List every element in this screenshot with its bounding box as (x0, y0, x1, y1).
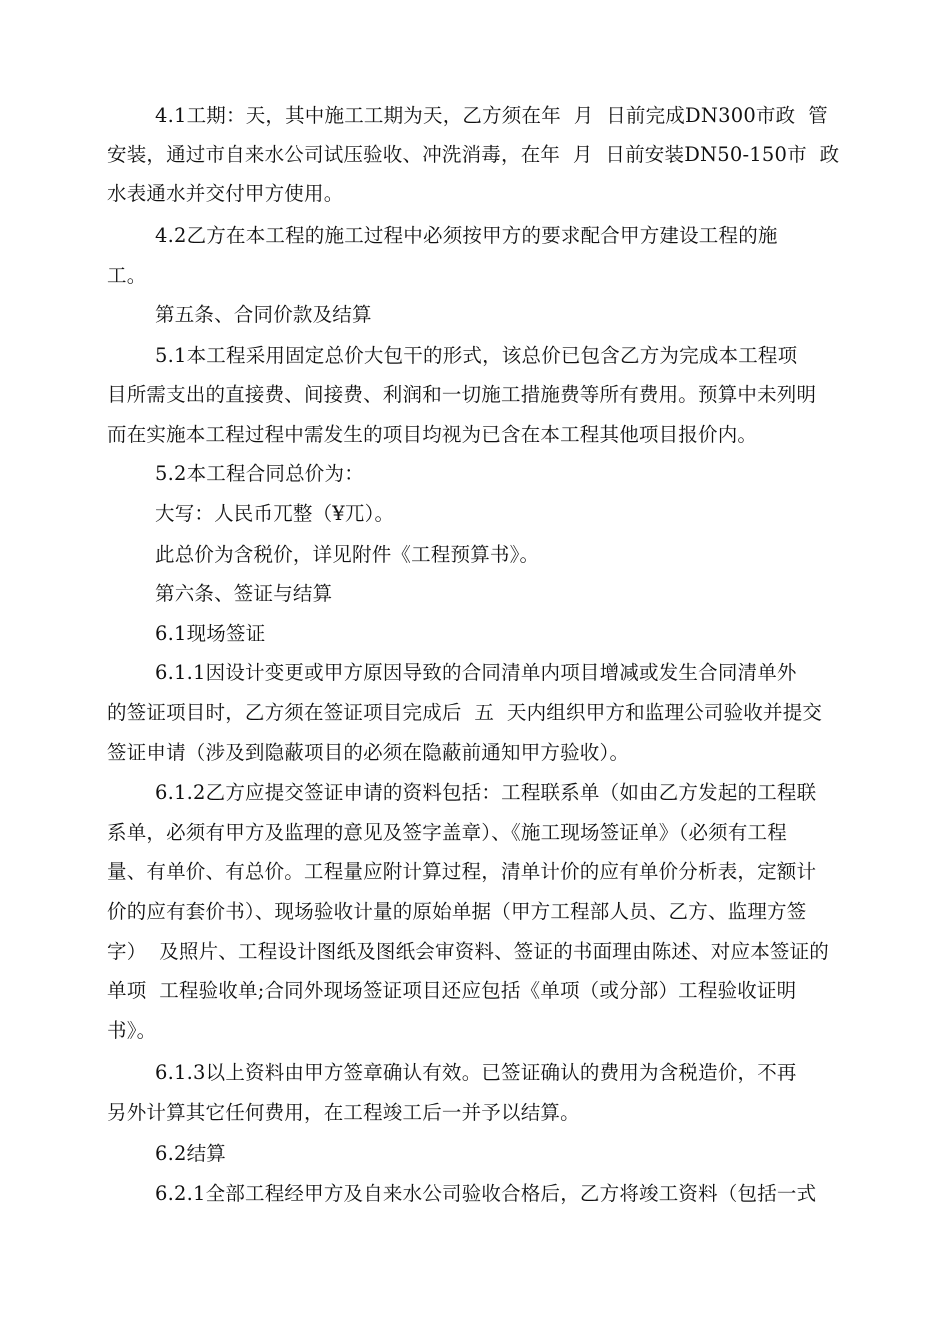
text-line: 系单，必须有甲方及监理的意见及签字盖章）、《施工现场签证单》（必须有工程 (107, 821, 787, 844)
text-line: 而在实施本工程过程中需发生的项目均视为已含在本工程其他项目报价内。 (107, 423, 758, 446)
section-heading: 第五条、合同价款及结算 (155, 303, 372, 326)
text-line: 价的应有套价书）、现场验收计量的原始单据（甲方工程部人员、乙方、监理方签 (107, 900, 807, 923)
section-heading: 第六条、签证与结算 (155, 582, 333, 605)
subsection-heading: 6.2结算 (155, 1142, 227, 1165)
text-line: 6.1.3以上资料由甲方签章确认有效。已签证确认的费用为含税造价，不再 (155, 1061, 797, 1084)
text-line: 量、有单价、有总价。工程量应附计算过程，清单计价的应有单价分析表，定额计 (107, 860, 817, 883)
text-line: 水表通水并交付甲方使用。 (107, 182, 344, 205)
text-line: 5.2本工程合同总价为： (155, 462, 364, 485)
text-line: 安装，通过市自来水公司试压验收、冲洗消毒，在年 月 日前安装DN50-150市 政 (107, 143, 840, 166)
text-line: 单项 工程验收单;合同外现场签证项目还应包括《单项（或分部）工程验收证明 (107, 979, 797, 1002)
text-line: 4.2乙方在本工程的施工过程中必须按甲方的要求配合甲方建设工程的施 (155, 224, 778, 247)
text-line: 6.1.1因设计变更或甲方原因导致的合同清单内项目增减或发生合同清单外 (155, 661, 797, 684)
text-line: 6.1.2乙方应提交签证申请的资料包括：工程联系单（如由乙方发起的工程联 (155, 781, 817, 804)
text-line: 此总价为含税价，详见附件《工程预算书》。 (155, 543, 540, 566)
text-line: 6.2.1全部工程经甲方及自来水公司验收合格后，乙方将竣工资料（包括一式 (155, 1182, 817, 1205)
text-line: 大写：人民币兀整（¥兀）。 (155, 502, 395, 525)
text-line: 另外计算其它任何费用，在工程竣工后一并予以结算。 (107, 1101, 580, 1124)
text-line: 工。 (107, 264, 147, 287)
text-line: 字） 及照片、工程设计图纸及图纸会审资料、签证的书面理由陈述、对应本签证的 (107, 940, 829, 963)
text-line: 书》。 (107, 1019, 157, 1042)
text-line: 的签证项目时，乙方须在签证项目完成后 五 天内组织甲方和监理公司验收并提交 (107, 701, 823, 724)
text-line: 签证申请（涉及到隐蔽项目的必须在隐蔽前通知甲方验收）。 (107, 741, 630, 764)
text-line: 目所需支出的直接费、间接费、利润和一切施工措施费等所有费用。预算中未列明 (107, 383, 817, 406)
subsection-heading: 6.1现场签证 (155, 622, 266, 645)
text-line: 5.1本工程采用固定总价大包干的形式，该总价已包含乙方为完成本工程项 (155, 344, 798, 367)
text-line: 4.1工期：天，其中施工工期为天，乙方须在年 月 日前完成DN300市政 管 (155, 104, 828, 127)
